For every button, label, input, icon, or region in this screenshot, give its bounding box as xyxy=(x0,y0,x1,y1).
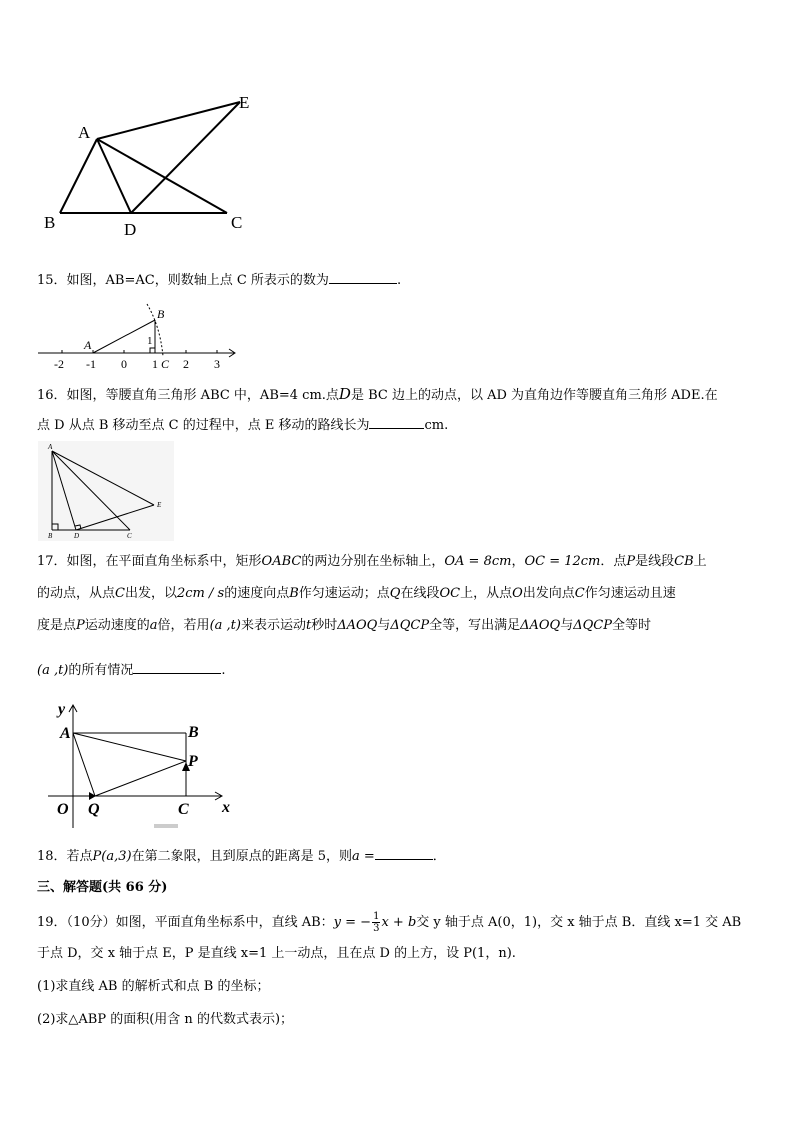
q17-a: a xyxy=(149,618,158,633)
q19-t3: 于点 D，交 x 轴于点 E，P 是直线 x=1 上一动点，且在点 D 的上方，设 P(1，n). xyxy=(37,946,516,961)
question-16-line-2 xyxy=(37,416,757,435)
q15-end: . xyxy=(396,273,402,288)
q17-aoq2: ΔAOQ xyxy=(520,618,561,633)
label-d: D xyxy=(74,532,80,540)
label-c: C xyxy=(161,357,170,371)
q17-oc2: OC xyxy=(439,586,461,601)
q17-t10: 在线段 xyxy=(400,586,440,601)
q17-t20: 全等，写出满足 xyxy=(429,618,521,633)
q19-t1: 19．（10分）如图，平面直角坐标系中，直线 AB： xyxy=(37,915,334,930)
q17-at: (a ,t) xyxy=(209,618,241,633)
number-line-figure xyxy=(36,300,242,374)
tick-label-1: 1 xyxy=(152,357,158,371)
q17-o: O xyxy=(512,586,523,601)
q17-t18: 秒时 xyxy=(311,618,338,633)
q17-oabc: OABC xyxy=(261,554,302,569)
question-18 xyxy=(37,847,757,866)
label-a: A xyxy=(48,443,53,451)
q17-t12: 出发向点 xyxy=(522,586,575,601)
q17-t: t xyxy=(305,618,312,633)
question-19-line-1 xyxy=(37,911,757,934)
q17-qcp: ΔQCP xyxy=(390,618,430,633)
label-d: D xyxy=(124,220,137,239)
label-e: E xyxy=(239,93,250,112)
q19-t2: 交 y 轴于点 A(0，1)，交 x 轴于点 B．直线 x=1 交 AB xyxy=(416,915,742,930)
label-o: O xyxy=(57,801,69,818)
question-19-line-2 xyxy=(37,945,757,963)
q17-t1: 17．如图，在平面直角坐标系中，矩形 xyxy=(37,554,262,569)
tick-label-0: 0 xyxy=(121,357,127,371)
q17-p: P xyxy=(626,554,636,569)
q16-answer-blank[interactable] xyxy=(369,416,424,429)
segment-ad xyxy=(97,139,131,213)
q17-t4: 是线段 xyxy=(635,554,675,569)
q17-at2: (a ,t) xyxy=(37,663,69,678)
q19-eq-b: x + b xyxy=(381,915,417,930)
q17-t23: 的所有情况 xyxy=(68,663,134,678)
label-b: B xyxy=(157,307,165,321)
label-q: Q xyxy=(88,801,100,818)
q16-text-b: 是 BC 边上的动点，以 AD 为直角边作等腰直角三角形 ADE.在 xyxy=(350,388,718,403)
coordinate-rectangle-figure xyxy=(40,700,240,832)
question-19-part-2 xyxy=(37,1011,757,1029)
q17-t14: 度是点 xyxy=(37,618,77,633)
question-17-line-1 xyxy=(37,553,757,571)
q17-t17: 来表示运动 xyxy=(240,618,306,633)
label-e: E xyxy=(157,501,162,509)
tick-label-3: 3 xyxy=(214,357,220,371)
q18-point: P(a,3) xyxy=(92,849,132,864)
tick-label-2: 2 xyxy=(183,357,189,371)
q17-b: B xyxy=(289,586,299,601)
q16-text-a: 16．如图，等腰直角三角形 ABC 中，AB=4 cm.点 xyxy=(37,388,339,403)
segment-ab xyxy=(60,139,97,213)
q17-end: . xyxy=(221,663,226,678)
q17-q: Q xyxy=(389,586,401,601)
q17-sep: ， xyxy=(511,554,525,569)
q18-a: a = xyxy=(352,849,375,864)
q18-t2: 在第二象限，且到原点的距离是 5，则 xyxy=(131,849,352,864)
question-17-line-2 xyxy=(37,585,757,603)
question-17-line-4 xyxy=(37,661,757,680)
q16-text-c: 点 D 从点 B 移动至点 C 的过程中，点 E 移动的路线长为 xyxy=(37,418,370,433)
label-b: B xyxy=(48,532,53,540)
q19-fraction xyxy=(372,911,380,934)
q17-t11: 上，从点 xyxy=(460,586,513,601)
q17-t8: 的速度向点 xyxy=(224,586,290,601)
segment-ae xyxy=(97,102,240,139)
triangle-figure-abcde xyxy=(40,92,270,242)
section-3-title-text: 三、解答题(共 66 分) xyxy=(37,880,168,895)
q17-p2: P xyxy=(76,618,85,633)
segment-ac xyxy=(97,139,227,213)
label-a: A xyxy=(60,725,71,742)
label-one: 1 xyxy=(147,335,153,347)
q17-t7: 出发，以 xyxy=(124,586,177,601)
q17-t13: 作匀速运动且速 xyxy=(584,586,676,601)
q18-answer-blank[interactable] xyxy=(375,847,433,860)
label-b: B xyxy=(44,213,56,232)
q17-t2: 的两边分别在坐标轴上， xyxy=(301,554,445,569)
segment-ab xyxy=(93,320,155,353)
tick-label-neg2: -2 xyxy=(54,357,64,371)
q19-fraction-numerator: 1 xyxy=(373,911,380,922)
q17-t3: ．点 xyxy=(600,554,627,569)
label-a: A xyxy=(78,123,91,142)
q17-cb: CB xyxy=(674,554,694,569)
q17-t6: 的动点，从点 xyxy=(37,586,116,601)
label-x: x xyxy=(222,799,230,816)
tick-label-neg1: -1 xyxy=(86,357,96,371)
q17-qcp2: ΔQCP xyxy=(573,618,612,633)
question-19-part-1 xyxy=(37,978,757,996)
q17-c2: C xyxy=(574,586,585,601)
question-17-line-3 xyxy=(37,617,757,635)
q15-text: 15．如图，AB=AC，则数轴上点 C 所表示的数为 xyxy=(37,273,329,288)
label-c: C xyxy=(231,213,243,232)
label-c: C xyxy=(178,801,189,818)
label-c: C xyxy=(127,532,132,540)
q19-fraction-denominator: 3 xyxy=(373,923,380,934)
section-3-title xyxy=(37,879,757,897)
q17-t9: 作匀速运动；点 xyxy=(298,586,390,601)
label-b: B xyxy=(188,724,199,741)
q15-answer-blank[interactable] xyxy=(329,271,397,284)
q17-t22: 全等时 xyxy=(611,618,651,633)
question-16-line-1 xyxy=(37,385,757,405)
q17-oa: OA = 8cm xyxy=(444,554,512,569)
label-p: P xyxy=(188,753,198,770)
q19-t4: (1)求直线 AB 的解析式和点 B 的坐标； xyxy=(37,979,270,994)
right-angle-mark xyxy=(150,348,155,353)
question-15 xyxy=(37,271,757,290)
q16-point-d: D xyxy=(338,385,351,403)
q17-t15: 运动速度的 xyxy=(84,618,150,633)
q17-answer-blank[interactable] xyxy=(133,661,221,674)
q17-speed: 2cm / s xyxy=(176,586,225,601)
q17-oc: OC = 12cm xyxy=(524,554,601,569)
label-y: y xyxy=(58,701,66,718)
segment-de xyxy=(131,102,240,213)
q17-t19: 与 xyxy=(377,618,391,633)
q17-t21: 与 xyxy=(560,618,574,633)
q18-t1: 18．若点 xyxy=(37,849,93,864)
q18-end: ． xyxy=(432,849,446,864)
q17-aoq: ΔAOQ xyxy=(337,618,378,633)
q19-t5: (2)求△ABP 的面积(用含 n 的代数式表示)； xyxy=(37,1012,294,1027)
q16-unit: cm. xyxy=(424,418,449,433)
isosceles-right-triangle-figure xyxy=(38,441,174,541)
q19-eq-a: y = − xyxy=(333,915,372,930)
q17-t16: 倍，若用 xyxy=(157,618,210,633)
q17-c: C xyxy=(115,586,125,601)
label-a: A xyxy=(84,338,92,352)
q17-t5: 上 xyxy=(693,554,707,569)
